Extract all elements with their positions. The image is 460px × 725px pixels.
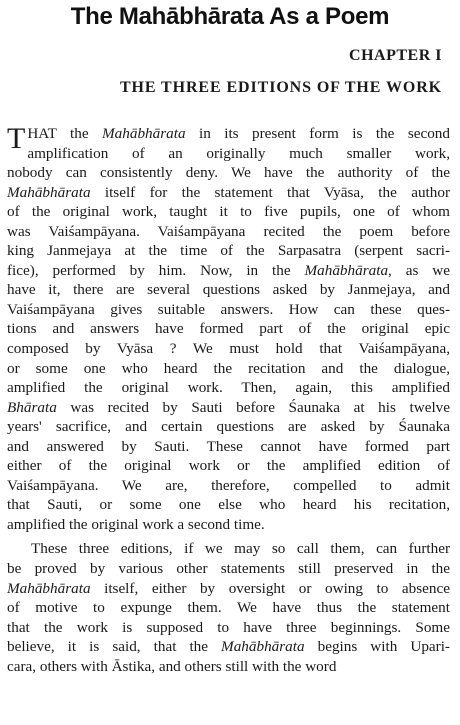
text-segment: amplified the original work a second time. bbox=[7, 515, 265, 533]
text-line bbox=[7, 261, 450, 281]
text-segment: or some one who heard the recitation and the dialogue, bbox=[7, 359, 450, 377]
italic-title: Bhārata bbox=[7, 398, 57, 416]
paragraph-2 bbox=[7, 539, 450, 676]
text-segment: king Janmejaya at the time of the Sarpasatra (serpent sacri- bbox=[7, 242, 450, 260]
text-line bbox=[7, 476, 450, 496]
text-segment: that Sauti, or some one else who heard his recitation, bbox=[7, 496, 450, 514]
text-segment: of motive to expunge them. We have thus the statement bbox=[7, 599, 450, 617]
text-line bbox=[7, 359, 450, 379]
text-segment: begins with Upari- bbox=[304, 638, 450, 656]
text-segment: itself, either by oversight or owing to absence bbox=[90, 579, 450, 597]
chapter-number: CHAPTER I bbox=[349, 47, 442, 64]
text-segment: years' sacrifice, and certain questions are asked by Śaunaka bbox=[7, 418, 450, 436]
text-segment: was recited by Sauti before Śaunaka at his twelve bbox=[56, 398, 450, 416]
text-segment: HAT the bbox=[27, 125, 103, 142]
chapter-title: THE THREE EDITIONS OF THE WORK bbox=[119, 79, 442, 96]
text-segment: in its present form is the second bbox=[185, 125, 450, 142]
text-segment: These three editions, if we may so call them, can further bbox=[31, 540, 450, 558]
book-title: The Mahābhārata As a Poem bbox=[70, 3, 390, 30]
text-segment: composed by Vyāsa ? We must hold that Vaiśampāyana, bbox=[7, 340, 450, 358]
text-segment: was Vaiśampāyana. Vaiśampāyana recited the poem before bbox=[7, 222, 450, 240]
text-line bbox=[7, 339, 450, 359]
italic-title: Mahābhārata bbox=[304, 261, 389, 279]
text-line bbox=[7, 280, 450, 300]
text-line bbox=[7, 144, 450, 164]
text-segment: have it, there are several questions asked by Janmejaya, and bbox=[7, 281, 450, 299]
text-line bbox=[7, 417, 450, 437]
text-segment: Vaiśampāyana gives suitable answers. How can these ques- bbox=[7, 300, 450, 318]
italic-title: Mahābhārata bbox=[221, 638, 305, 656]
italic-title: Mahābhārata bbox=[7, 183, 91, 201]
text-segment: nobody can consistently deny. We have the authority of the bbox=[7, 164, 450, 182]
text-line bbox=[7, 657, 450, 677]
text-segment: fice), performed by him. Now, in the bbox=[7, 261, 305, 279]
text-segment: amplification of an originally much smaller work, bbox=[27, 144, 450, 162]
text-segment: be proved by various other statements still preserved in the bbox=[7, 560, 450, 578]
italic-title: Mahābhārata bbox=[7, 579, 91, 597]
text-segment: cara, others with Āstika, and others still with the word bbox=[7, 657, 337, 675]
text-segment: itself for the statement that Vyāsa, the author bbox=[90, 183, 450, 201]
paragraph-1 bbox=[7, 124, 450, 534]
text-line bbox=[7, 598, 450, 618]
text-line bbox=[7, 222, 450, 242]
text-segment: , as we bbox=[388, 261, 450, 279]
text-line bbox=[7, 539, 450, 559]
text-line bbox=[7, 495, 450, 515]
text-segment: amplified the original work. Then, again, this amplified bbox=[7, 379, 450, 397]
text-line bbox=[7, 515, 450, 535]
text-line bbox=[7, 378, 450, 398]
text-segment: believe, it is said, that the bbox=[7, 638, 222, 656]
text-line bbox=[7, 579, 450, 599]
text-line bbox=[7, 241, 450, 261]
body-text bbox=[7, 124, 450, 676]
text-line bbox=[7, 437, 450, 457]
text-segment: tions and answers have formed part of the original epic bbox=[7, 320, 450, 338]
drop-cap: T bbox=[7, 122, 26, 155]
text-line bbox=[7, 456, 450, 476]
text-line bbox=[7, 559, 450, 579]
text-segment: of the original work, taught it to five pupils, one of whom bbox=[7, 203, 450, 221]
text-line bbox=[7, 202, 450, 222]
text-line bbox=[7, 300, 450, 320]
text-line bbox=[7, 163, 450, 183]
text-line bbox=[7, 319, 450, 339]
text-line bbox=[7, 398, 450, 418]
text-segment: Vaiśampāyana. We are, therefore, compelled to admit bbox=[7, 476, 450, 494]
text-line bbox=[7, 618, 450, 638]
text-line bbox=[7, 183, 450, 203]
text-segment: that the work is supposed to have three beginnings. Some bbox=[7, 618, 450, 636]
text-line bbox=[7, 637, 450, 657]
text-line bbox=[7, 124, 450, 144]
text-segment: either of the original work or the amplified edition of bbox=[7, 457, 450, 475]
text-segment: and answered by Sauti. These cannot have formed part bbox=[7, 437, 450, 455]
italic-title: Mahābhārata bbox=[102, 125, 186, 142]
